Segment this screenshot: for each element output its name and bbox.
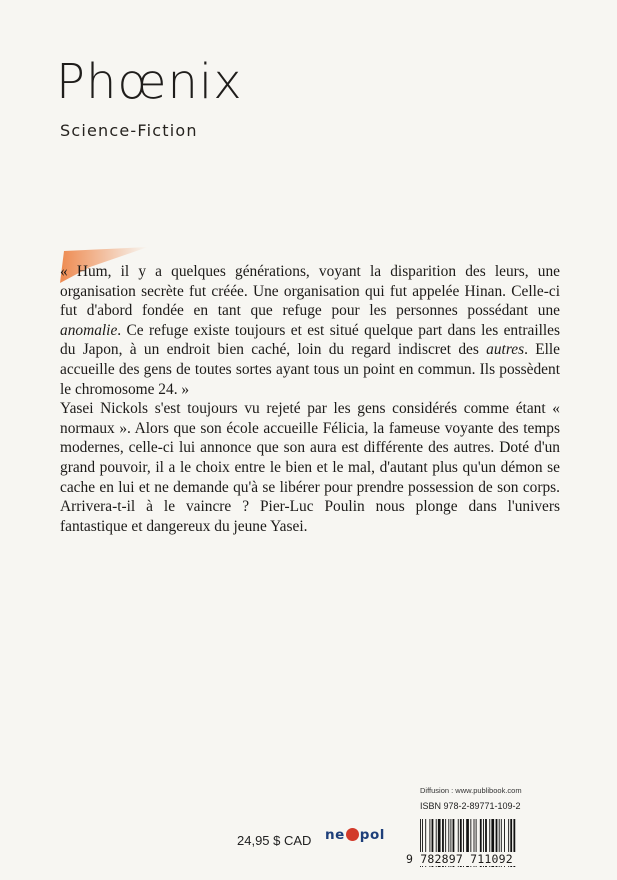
synopsis — [60, 262, 560, 536]
barcode-digits: 9 782897 711092 — [406, 852, 558, 866]
emphasis-autres: autres — [486, 341, 525, 359]
synopsis-quote: « Hum, il y a quelques générations, voyant la disparition des leurs, une organisation secrète fut créée. Une organisation qui fut appelée Hinan. Celle-ci fut d'abord fondée en tant que refuge pour les personnes possédant une anomalie. Ce refuge existe toujours et est situé quelque part dans les entrailles du Japon, à un endroit bien caché, loin du regard indiscret des autres. Elle accueille des gens de toutes sortes ayant tous un point en commun. Ils possèdent le chromosome 24. » — [60, 263, 561, 398]
publisher-logo: ne pol — [325, 827, 385, 843]
price-label: 24,95 $ CAD — [237, 833, 312, 848]
distribution-info — [420, 786, 552, 811]
genre-subtitle: Science-Fiction — [60, 121, 198, 140]
series-title: Phœnix — [56, 54, 243, 110]
synopsis-summary: Yasei Nickols s'est toujours vu rejeté par les gens considérés comme étant « normaux ». Alors que son école accueille Félicia, la fameuse voyante des temps modernes, celle-ci lui annonce que son aura est différente des autres. Doté d'un grand pouvoir, il a le choix entre le bien et le mal, d'autant plus qu'un démon se cache en lui et ne demande qu'à se libérer pour prendre possession de son corps. Arrivera-t-il à le vaincre ? Pier-Luc Poulin nous plonge dans l'univers fantastique et dangereux du jeune Yasei. — [60, 400, 560, 535]
isbn-text: ISBN 978-2-89771-109-2 — [420, 801, 521, 811]
diffusion-text: Diffusion : www.publibook.com — [420, 786, 522, 795]
emphasis-anomalie: anomalie — [60, 321, 118, 339]
publisher-logo-circle — [346, 828, 359, 841]
